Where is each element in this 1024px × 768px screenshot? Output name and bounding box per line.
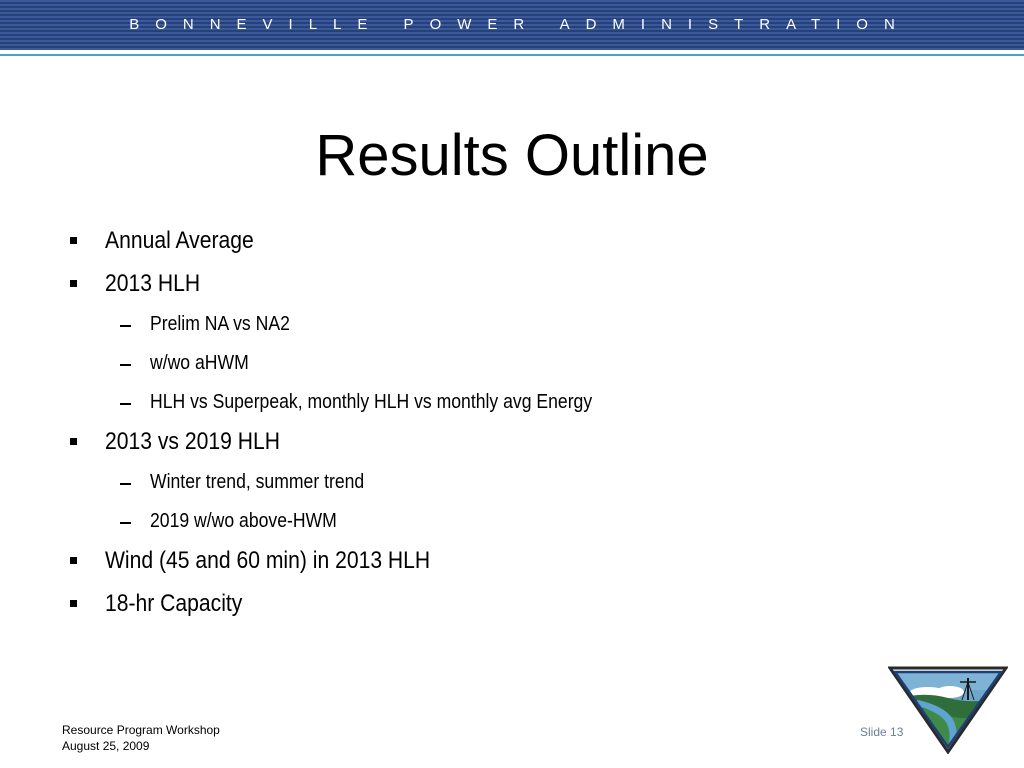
outline-subitem: w/wo aHWM	[150, 352, 249, 374]
bpa-logo-icon	[888, 664, 1008, 754]
dash-bullet-icon	[120, 325, 131, 327]
dash-bullet-icon	[120, 364, 131, 366]
square-bullet-icon	[70, 438, 77, 445]
outline-subitem: 2019 w/wo above-HWM	[150, 510, 337, 532]
outline-subitem: HLH vs Superpeak, monthly HLH vs monthly avg Energy	[150, 391, 593, 413]
outline-subitem: Winter trend, summer trend	[150, 471, 365, 493]
footer-date: August 25, 2009	[62, 739, 150, 753]
outline-subitem: Prelim NA vs NA2	[150, 313, 290, 335]
square-bullet-icon	[70, 600, 77, 607]
header-banner	[0, 0, 1024, 50]
outline-item: Wind (45 and 60 min) in 2013 HLH	[105, 547, 431, 574]
square-bullet-icon	[70, 557, 77, 564]
outline-item: Annual Average	[105, 227, 254, 254]
organization-name: BONNEVILLE POWER ADMINISTRATION	[129, 16, 911, 33]
square-bullet-icon	[70, 237, 77, 244]
header-divider	[0, 54, 1024, 56]
outline-item: 2013 vs 2019 HLH	[105, 428, 280, 455]
dash-bullet-icon	[120, 522, 131, 524]
dash-bullet-icon	[120, 483, 131, 485]
dash-bullet-icon	[120, 403, 131, 405]
square-bullet-icon	[70, 280, 77, 287]
outline-item: 2013 HLH	[105, 270, 201, 297]
slide-number: Slide 13	[860, 725, 904, 739]
outline-item: 18-hr Capacity	[105, 590, 243, 617]
footer-event: Resource Program Workshop	[62, 723, 220, 737]
slide-title: Results Outline	[315, 123, 709, 188]
